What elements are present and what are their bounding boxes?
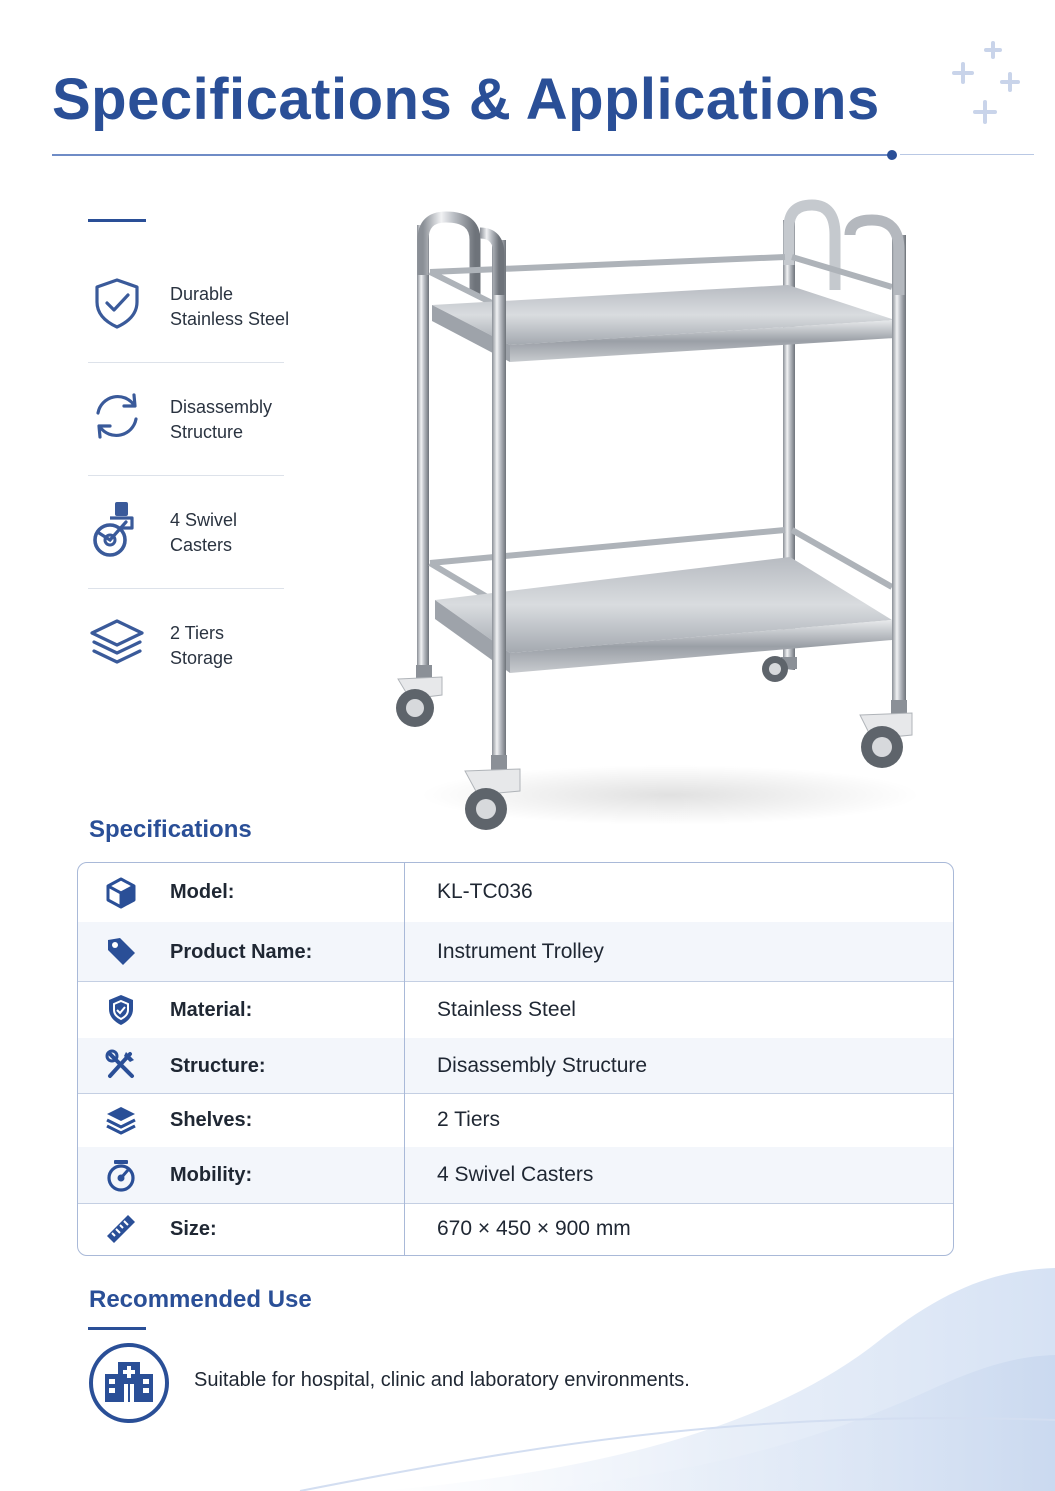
spec-label: Material: — [170, 999, 253, 1021]
feature-label-line: Disassembly — [170, 397, 273, 417]
specifications-heading: Specifications — [89, 816, 252, 843]
table-row — [78, 1203, 953, 1256]
specifications-table — [77, 862, 954, 1256]
feature-label-line: Stainless Steel — [170, 309, 290, 329]
layers-icon — [88, 613, 146, 671]
feature-label-line: Casters — [170, 535, 233, 555]
feature-label — [170, 282, 300, 332]
spec-value: 2 Tiers — [437, 1108, 501, 1131]
feature-label-line: Storage — [170, 648, 234, 668]
feature-item — [88, 250, 290, 363]
feature-label — [170, 621, 300, 671]
feature-item — [88, 589, 284, 701]
spec-label: Mobility: — [170, 1164, 253, 1186]
caster-wheel-front-right — [860, 700, 912, 768]
layers-icon — [104, 1103, 138, 1137]
tools-icon — [104, 1048, 138, 1082]
spec-label: Product Name: — [170, 941, 313, 963]
spec-value: Disassembly Structure — [437, 1054, 648, 1077]
feature-label-line: Structure — [170, 422, 244, 442]
spec-label: Shelves: — [170, 1109, 253, 1131]
table-row — [78, 922, 953, 982]
spec-value: 670 × 450 × 900 mm — [437, 1217, 631, 1240]
plus-sparkle-icon — [945, 38, 1025, 128]
feature-list — [88, 250, 290, 701]
spec-value: Instrument Trolley — [437, 940, 604, 963]
shield-check-icon — [88, 274, 146, 332]
caster-wheel-back-right — [762, 656, 797, 682]
spec-label: Model: — [170, 881, 235, 903]
table-row — [78, 1093, 953, 1148]
recommended-use-accent-bar — [88, 1327, 146, 1330]
table-row — [78, 863, 953, 923]
feature-label — [170, 508, 300, 558]
spec-label: Size: — [170, 1218, 217, 1240]
instrument-trolley-illustration — [380, 195, 925, 835]
feature-label-line: 4 Swivel — [170, 510, 238, 530]
shield-icon — [104, 993, 138, 1027]
spec-value: KL-TC036 — [437, 880, 533, 903]
refresh-icon — [88, 387, 146, 445]
feature-label-line: Durable — [170, 284, 234, 304]
feature-label-line: 2 Tiers — [170, 623, 225, 643]
caster-icon — [104, 1158, 138, 1192]
caster-wheel-back-left — [396, 665, 442, 727]
table-row — [78, 1038, 953, 1094]
table-row — [78, 1147, 953, 1204]
page-title: Specifications & Applications — [52, 67, 880, 132]
title-underline-tail — [900, 154, 1034, 155]
title-underline-dot — [887, 150, 897, 160]
ruler-icon — [104, 1212, 138, 1246]
table-row — [78, 981, 953, 1039]
spec-value: 4 Swivel Casters — [437, 1163, 594, 1186]
feature-label — [170, 395, 300, 445]
feature-item — [88, 363, 284, 476]
recommended-use-heading: Recommended Use — [89, 1286, 312, 1313]
table-column-divider — [404, 863, 405, 1255]
spec-value: Stainless Steel — [437, 998, 576, 1021]
tag-icon — [104, 934, 138, 968]
recommended-use-text: Suitable for hospital, clinic and laboratory environments. — [194, 1369, 690, 1391]
hospital-icon — [88, 1342, 170, 1424]
feature-item — [88, 476, 284, 589]
title-underline — [52, 154, 890, 156]
cube-icon — [104, 876, 138, 910]
spec-label: Structure: — [170, 1055, 266, 1077]
features-accent-bar — [88, 219, 146, 222]
caster-wheel-icon — [88, 500, 146, 558]
